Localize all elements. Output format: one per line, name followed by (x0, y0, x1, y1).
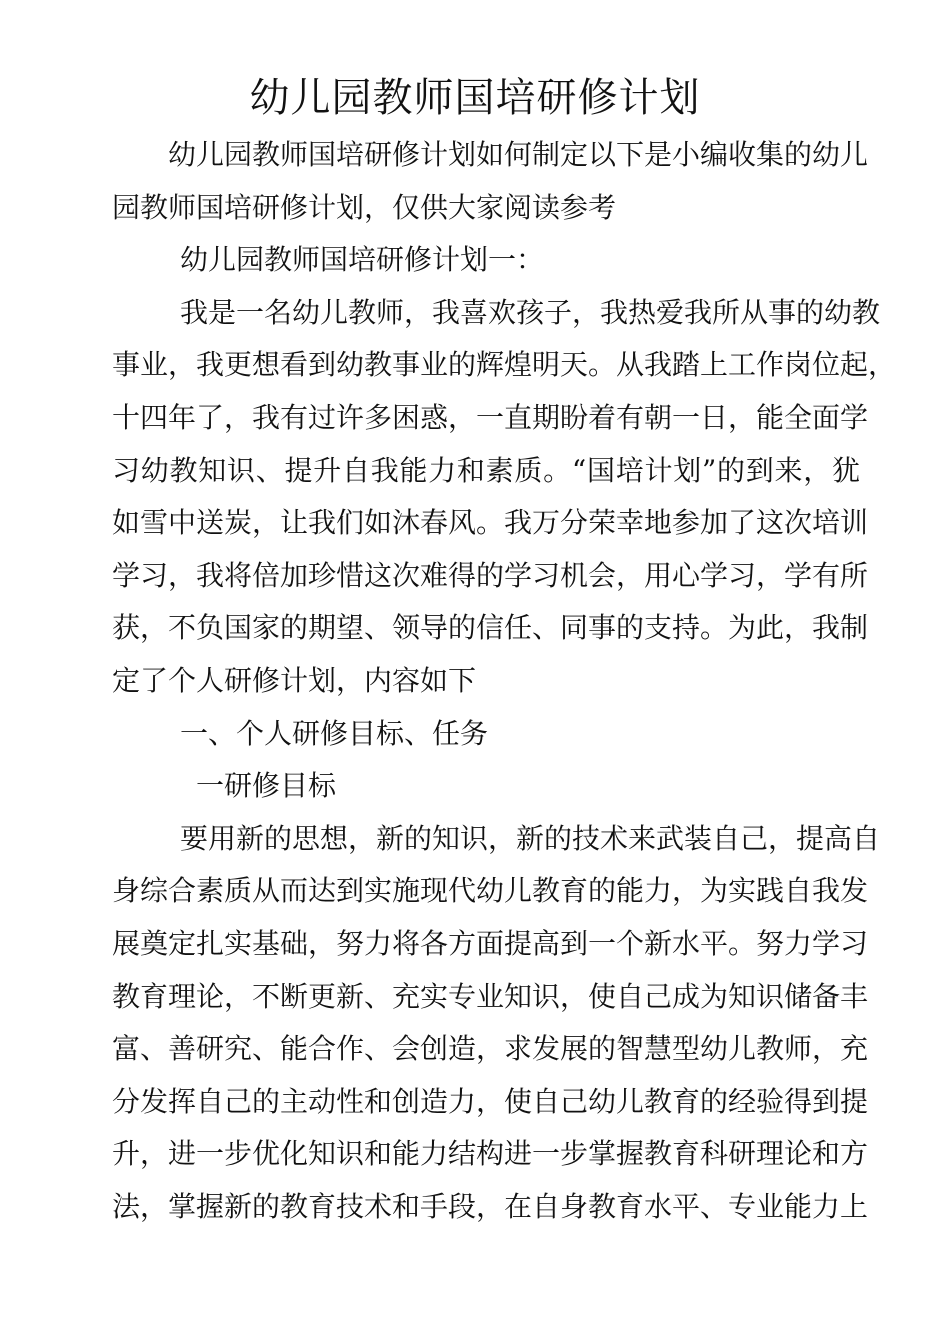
text-line: 十四年了，我有过许多困惑，一直期盼着有朝一日，能全面学 (112, 400, 869, 434)
text-line: 园教师国培研修计划，仅供大家阅读参考 (112, 190, 617, 224)
subheading-goals-tasks (112, 708, 860, 761)
document-body (112, 129, 897, 1233)
text-line: 幼儿园教师国培研修计划如何制定以下是小编收集的幼儿 (168, 138, 869, 171)
subheading-goals (112, 760, 860, 813)
text-line: 升，进一步优化知识和能力结构进一步掌握教育科研理论和方 (112, 1137, 869, 1171)
text-line: 分发挥自己的主动性和创造力，使自己幼儿教育的经验得到提 (112, 1084, 869, 1118)
paragraph-1 (112, 287, 897, 708)
text-line: 习幼教知识、提升自我能力和素质。“国培计划”的到来，犹 (112, 453, 860, 487)
document-title: 幼儿园教师国培研修计划 (249, 75, 701, 121)
text-line: 定了个人研修计划，内容如下 (112, 663, 477, 697)
text-line: 幼儿园教师国培研修计划一： (180, 243, 545, 277)
text-line: 事业，我更想看到幼教事业的辉煌明天。从我踏上工作岗位起， (112, 348, 897, 382)
text-line: 要用新的思想，新的知识，新的技术来武装自己，提高自 (180, 821, 881, 855)
text-line: 获，不负国家的期望、领导的信任、同事的支持。为此，我制 (112, 611, 869, 645)
text-line: 一研修目标 (196, 769, 337, 803)
text-line: 富、善研究、能合作、会创造，求发展的智慧型幼儿教师，充 (112, 1032, 869, 1066)
text-line: 我是一名幼儿教师，我喜欢孩子，我热爱我所从事的幼教 (180, 295, 881, 329)
text-line: 教育理论，不断更新、充实专业知识，使自己成为知识储备丰 (112, 979, 869, 1013)
text-line: 身综合素质从而达到实施现代幼儿教育的能力，为实践自我发 (112, 874, 869, 908)
text-line: 展奠定扎实基础，努力将各方面提高到一个新水平。努力学习 (112, 926, 869, 960)
text-line: 如雪中送炭，让我们如沐春风。我万分荣幸地参加了这次培训 (112, 506, 869, 540)
text-line: 一、个人研修目标、任务 (180, 716, 489, 750)
intro-paragraph (112, 129, 869, 234)
text-line: 法，掌握新的教育技术和手段，在自身教育水平、专业能力上 (112, 1189, 869, 1223)
text-line: 学习，我将倍加珍惜这次难得的学习机会，用心学习，学有所 (112, 558, 869, 592)
paragraph-2 (112, 813, 881, 1234)
section-heading (112, 234, 860, 287)
